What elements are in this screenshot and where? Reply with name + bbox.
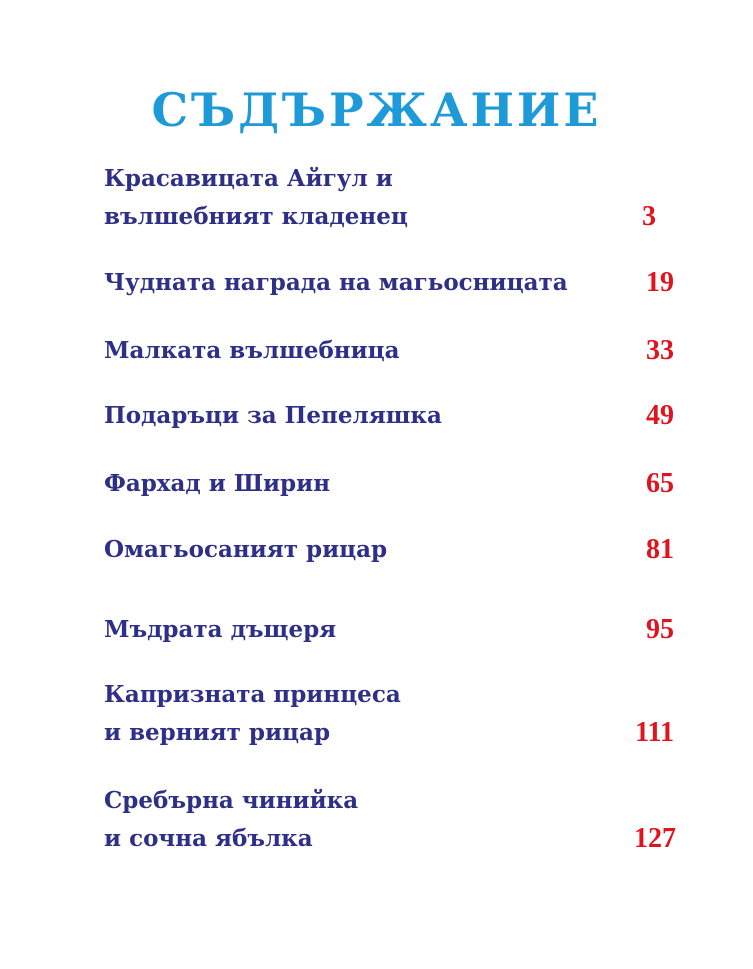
entry-page-number: 127 xyxy=(634,823,676,854)
entry-title-line: и сочна ябълка xyxy=(104,825,313,852)
toc-entry xyxy=(104,397,684,435)
toc-entry xyxy=(104,465,684,503)
toc-entry xyxy=(104,332,684,370)
entry-title xyxy=(104,531,684,569)
entry-title-line: Подаръци за Пепеляшка xyxy=(104,402,442,429)
toc-entry xyxy=(104,531,684,569)
entry-page-number: 81 xyxy=(646,534,674,565)
page-title: СЪДЪРЖАНИЕ xyxy=(151,83,602,137)
entry-page-number: 95 xyxy=(646,614,674,645)
entry-page-number: 33 xyxy=(646,335,674,366)
entry-title xyxy=(104,782,684,858)
entry-page-number: 19 xyxy=(646,267,674,298)
entry-page-number: 111 xyxy=(635,717,674,748)
toc-entry xyxy=(104,264,684,302)
entry-title-line: Мъдрата дъщеря xyxy=(104,616,337,643)
entry-page-number: 3 xyxy=(642,201,656,232)
entry-page-number: 49 xyxy=(646,400,674,431)
toc-entry xyxy=(104,782,684,858)
entry-title-line: Фархад и Ширин xyxy=(104,470,331,497)
entry-title xyxy=(104,611,684,649)
entry-title-line: вълшебният кладенец xyxy=(104,203,408,230)
entry-title-line: Малката вълшебница xyxy=(104,337,400,364)
entry-title-line: Красавицата Айгул и xyxy=(104,165,393,192)
toc-entry xyxy=(104,160,684,236)
entry-title-line: Чудната награда на магьосницата xyxy=(104,269,568,296)
entry-title xyxy=(104,397,684,435)
entry-title-line: и верният рицар xyxy=(104,719,331,746)
entry-title-line: Капризната принцеса xyxy=(104,681,401,708)
toc-entry xyxy=(104,611,684,649)
entry-page-number: 65 xyxy=(646,468,674,499)
entry-title xyxy=(104,160,684,236)
entry-title-line: Омагьосаният рицар xyxy=(104,536,388,563)
entry-title xyxy=(104,676,684,752)
toc-entry xyxy=(104,676,684,752)
entry-title xyxy=(104,465,684,503)
entry-title-line: Сребърна чинийка xyxy=(104,787,359,814)
entry-title xyxy=(104,332,684,370)
entry-title xyxy=(104,264,684,302)
